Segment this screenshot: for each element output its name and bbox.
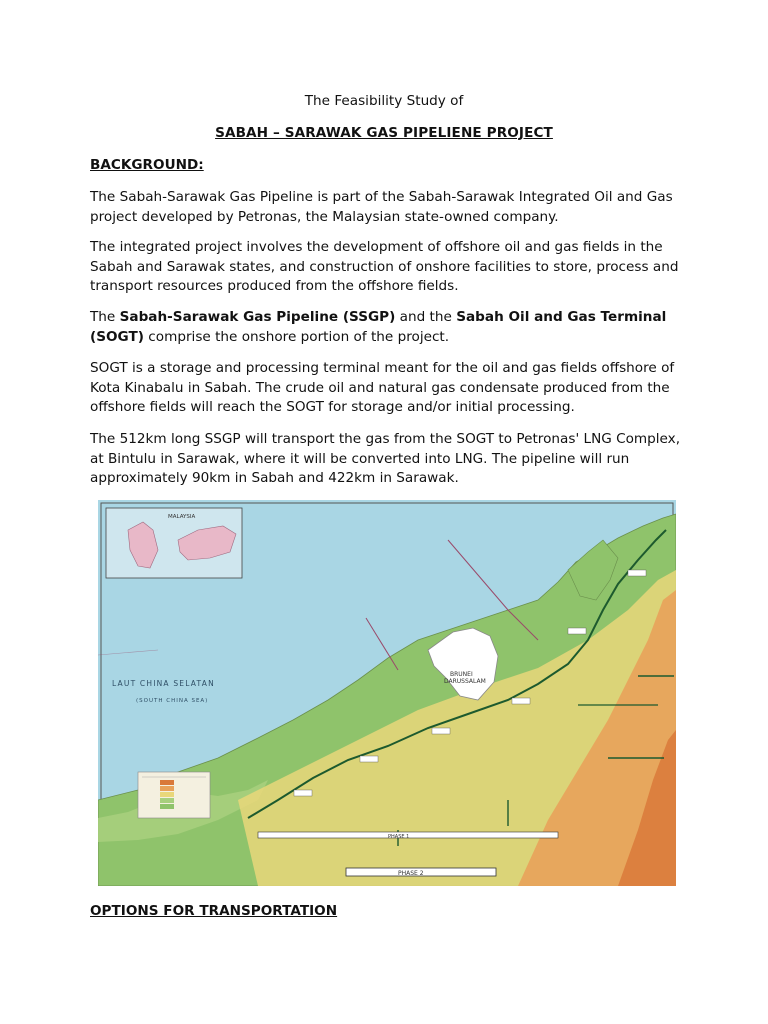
ssgp-term: Sabah-Sarawak Gas Pipeline (SSGP) <box>119 309 396 325</box>
sea-label: LAUT CHINA SELATAN <box>112 679 215 688</box>
phase-1-label: PHASE 1 <box>388 834 410 840</box>
brunei-label: BRUNEI <box>450 671 473 678</box>
background-heading: BACKGROUND: <box>90 157 204 173</box>
site-marker-3 <box>432 728 450 734</box>
elevation-legend <box>138 772 210 818</box>
pipeline-map <box>98 500 676 886</box>
site-marker-2 <box>360 756 378 762</box>
inset-label: MALAYSIA <box>168 514 196 520</box>
para3-mid: and the <box>395 309 457 325</box>
site-marker-6 <box>628 570 646 576</box>
paragraph-sogt: SOGT is a storage and processing terminal meant for the oil and gas fields offshore of Kota Kinabalu in Sabah. The crude oil and natural gas condensate produced from the offshore fields will reach the SOGT for storage and/or initial processing. <box>90 360 675 415</box>
paragraph-ssgp-length: The 512km long SSGP will transport the gas from the SOGT to Petronas' LNG Complex, at Bintulu in Sarawak, where it will be converted into LNG. The pipeline will run approximately 90km in Sabah and 422km in Sarawak. <box>90 431 681 486</box>
phase-bar-lower <box>346 868 496 877</box>
options-heading: OPTIONS FOR TRANSPORTATION <box>90 903 338 919</box>
pipeline-map-svg <box>98 500 676 886</box>
sogt-term: Sabah Oil and Gas Terminal (SOGT) <box>90 309 667 345</box>
inset-map <box>106 508 242 578</box>
phase-2-label: PHASE 2 <box>398 870 424 877</box>
para3-post: comprise the onshore portion of the project. <box>143 328 450 345</box>
site-marker-5 <box>568 628 586 634</box>
paragraph-intro: The Sabah-Sarawak Gas Pipeline is part of the Sabah-Sarawak Integrated Oil and Gas project developed by Petronas, the Malaysian state-owned company. <box>90 189 673 225</box>
document-subtitle: The Feasibility Study of <box>304 93 464 109</box>
site-marker-4 <box>512 698 530 704</box>
document-title: SABAH – SARAWAK GAS PIPELIENE PROJECT <box>215 125 553 141</box>
paragraph-onshore-portion <box>90 308 690 347</box>
site-marker-1 <box>294 790 312 796</box>
brunei-label-2: DARUSSALAM <box>444 678 486 685</box>
sea-label-en: (SOUTH CHINA SEA) <box>136 698 209 704</box>
paragraph-integrated-project: The integrated project involves the development of offshore oil and gas fields in the Sabah and Sarawak states, and construction of onshore facilities to store, process and transport resources produced from the offshore fields. <box>90 239 679 294</box>
para3-pre: The <box>90 309 120 325</box>
